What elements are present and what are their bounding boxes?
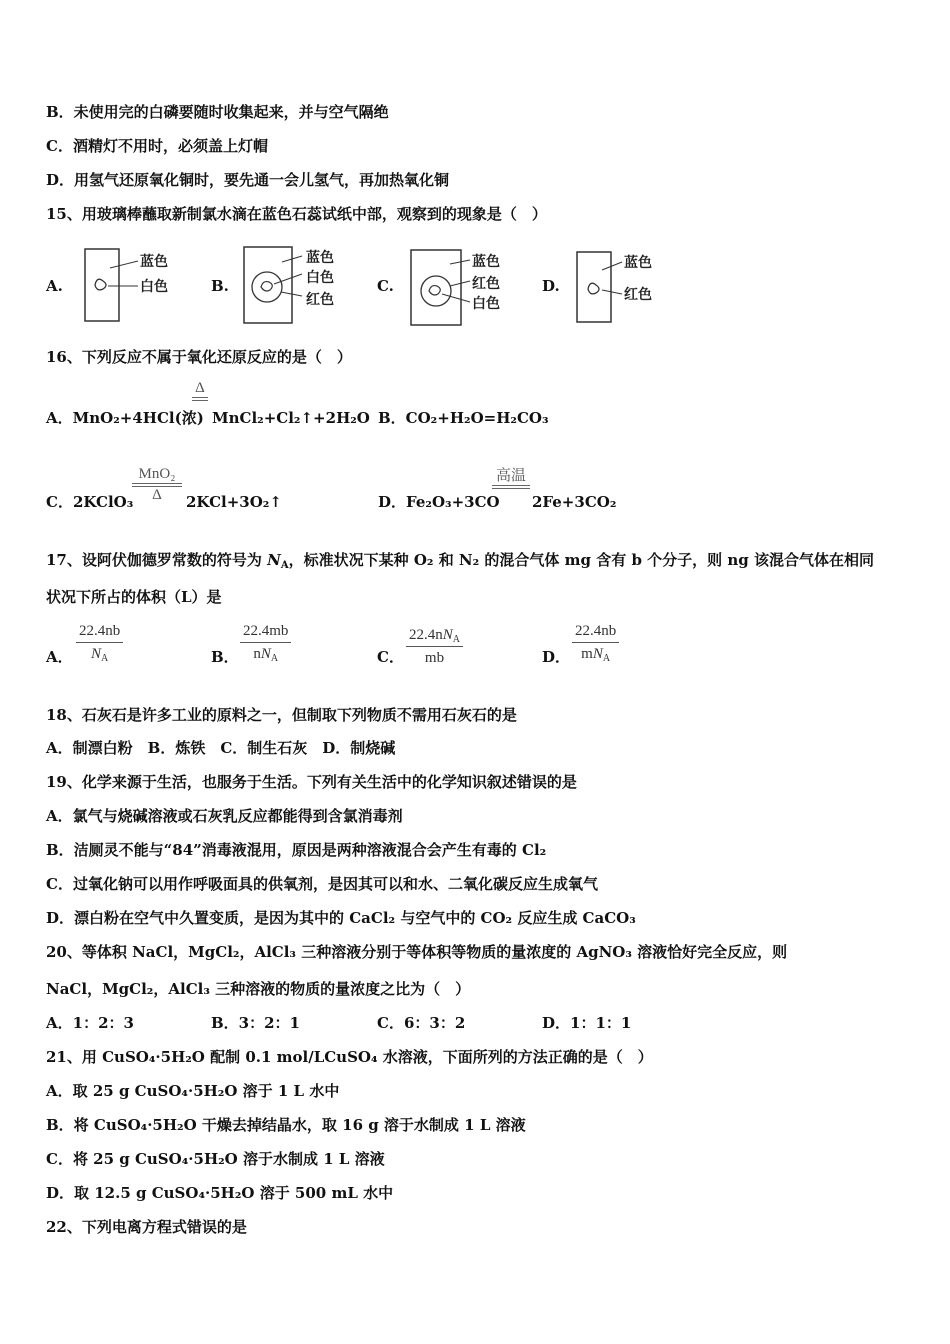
test-paper-outline xyxy=(244,247,292,323)
q19-option-a: A．氯气与烧碱溶液或石灰乳反应都能得到含氯消毒剂 xyxy=(46,807,403,825)
q20-option-c: C．6：3：2 xyxy=(377,1014,466,1032)
label-red: 红色 xyxy=(472,276,500,292)
q14-option-c: C．酒精灯不用时，必须盖上灯帽 xyxy=(46,137,268,155)
q15-option-c-letter: C. xyxy=(377,277,394,295)
q17-option-b-letter: B． xyxy=(211,648,239,666)
q21-option-a: A．取 25 g CuSO₄·5H₂O 溶于 1 L 水中 xyxy=(46,1082,340,1100)
q22-stem: 22、下列电离方程式错误的是 xyxy=(46,1218,247,1236)
q20-option-b: B．3：2：1 xyxy=(211,1014,300,1032)
q16-a-condition: Δ xyxy=(192,380,208,401)
test-paper-outline xyxy=(85,249,119,321)
q18-stem: 18、石灰石是许多工业的原料之一，但制取下列物质不需用石灰石的是 xyxy=(46,706,517,724)
q17-option-b-fraction: 22.4mb $nN_A$ xyxy=(240,622,291,663)
q19-option-c: C．过氧化钠可以用作呼吸面具的供氧剂，是因其可以和水、二氧化碳反应生成氧气 xyxy=(46,875,598,893)
q17-option-c-letter: C． xyxy=(377,648,404,666)
q15-option-d-letter: D. xyxy=(542,277,560,295)
label-white: 白色 xyxy=(306,270,334,286)
q17-option-c-fraction: $22.4nN_A$ mb xyxy=(406,626,463,667)
outer-ring xyxy=(421,276,451,306)
q20-option-a: A．1：2：3 xyxy=(46,1014,134,1032)
q15-option-b-letter: B. xyxy=(211,277,229,295)
q17-option-d-letter: D． xyxy=(542,648,571,666)
q17-stem-line1: 17、设阿伏伽德罗常数的符号为 $N_A$，标准状况下某种 O₂ 和 N₂ 的混合气体 mg 含有 b 个分子，则 ng 该混合气体在相同 xyxy=(46,551,874,571)
q20-stem-line1: 20、等体积 NaCl，MgCl₂，AlCl₃ 三种溶液分别于等体积等物质的量浓度的 AgNO₃ 溶液恰好完全反应，则 xyxy=(46,943,788,961)
inner-spot xyxy=(261,282,272,291)
label-blue: 蓝色 xyxy=(140,254,168,270)
q14-option-d: D．用氢气还原氧化铜时，要先通一会儿氢气，再加热氧化铜 xyxy=(46,171,450,189)
label-blue: 蓝色 xyxy=(624,255,652,271)
q21-stem: 21、用 CuSO₄·5H₂O 配制 0.1 mol/LCuSO₄ 水溶液，下面所列的方法正确的是（ ） xyxy=(46,1048,653,1066)
q16-option-b: B．CO₂+H₂O=H₂CO₃ xyxy=(378,409,549,427)
label-red: 红色 xyxy=(624,287,652,303)
label-red: 红色 xyxy=(306,292,334,308)
drop-spot xyxy=(588,283,599,294)
label-blue: 蓝色 xyxy=(472,254,500,270)
q15-option-a-figure xyxy=(80,244,190,326)
q15-option-b-figure xyxy=(236,244,356,328)
q21-option-d: D．取 12.5 g CuSO₄·5H₂O 溶于 500 mL 水中 xyxy=(46,1184,394,1202)
q17-option-d-fraction: 22.4nb $mN_A$ xyxy=(572,622,619,663)
drop-spot xyxy=(95,279,106,290)
inner-spot xyxy=(429,286,440,295)
q16-c-products: 2KCl+3O₂↑ xyxy=(186,493,282,511)
q17-option-a-fraction: 22.4nb $N_A$ xyxy=(76,622,123,663)
q21-option-b: B．将 CuSO₄·5H₂O 干燥去掉结晶水，取 16 g 溶于水制成 1 L 溶液 xyxy=(46,1116,526,1134)
q16-option-c: C．2KClO₃ xyxy=(46,493,134,511)
label-blue: 蓝色 xyxy=(306,250,334,266)
q21-option-c: C．将 25 g CuSO₄·5H₂O 溶于水制成 1 L 溶液 xyxy=(46,1150,385,1168)
q15-option-c-figure xyxy=(404,244,524,330)
q16-option-d: D．Fe₂O₃+3CO xyxy=(378,493,500,511)
q20-stem-line2: NaCl，MgCl₂，AlCl₃ 三种溶液的物质的量浓度之比为（ ） xyxy=(46,980,471,998)
q17-option-a-letter: A． xyxy=(46,648,73,666)
q19-option-b: B．洁厕灵不能与“84”消毒液混用，原因是两种溶液混合会产生有毒的 Cl₂ xyxy=(46,841,547,859)
q16-option-a: A．MnO₂+4HCl(浓) xyxy=(46,409,204,427)
q16-a-products: MnCl₂+Cl₂↑+2H₂O xyxy=(212,409,370,427)
q16-stem: 16、下列反应不属于氧化还原反应的是（ ） xyxy=(46,348,352,366)
q15-option-a-letter: A. xyxy=(46,277,63,295)
q18-options: A．制漂白粉 B．炼铁 C．制生石灰 D．制烧碱 xyxy=(46,739,396,757)
q16-d-products: 2Fe+3CO₂ xyxy=(532,493,617,511)
q16-c-condition: MnO₂ Δ xyxy=(132,466,182,504)
outer-ring xyxy=(252,272,282,302)
label-white: 白色 xyxy=(472,296,500,312)
test-paper-outline xyxy=(411,250,461,325)
test-paper-outline xyxy=(577,252,611,322)
q15-option-d-figure xyxy=(572,246,682,328)
q15-stem: 15、用玻璃棒蘸取新制氯水滴在蓝色石蕊试纸中部，观察到的现象是（ ） xyxy=(46,205,547,223)
q16-d-condition: 高温 xyxy=(492,468,530,489)
q19-stem: 19、化学来源于生活，也服务于生活。下列有关生活中的化学知识叙述错误的是 xyxy=(46,773,577,791)
q14-option-b: B．未使用完的白磷要随时收集起来，并与空气隔绝 xyxy=(46,103,389,121)
q20-option-d: D．1：1：1 xyxy=(542,1014,632,1032)
q19-option-d: D．漂白粉在空气中久置变质，是因为其中的 CaCl₂ 与空气中的 CO₂ 反应生成 CaCO₃ xyxy=(46,909,636,927)
q17-stem-line2: 状况下所占的体积（L）是 xyxy=(46,588,222,606)
label-white: 白色 xyxy=(140,279,168,295)
